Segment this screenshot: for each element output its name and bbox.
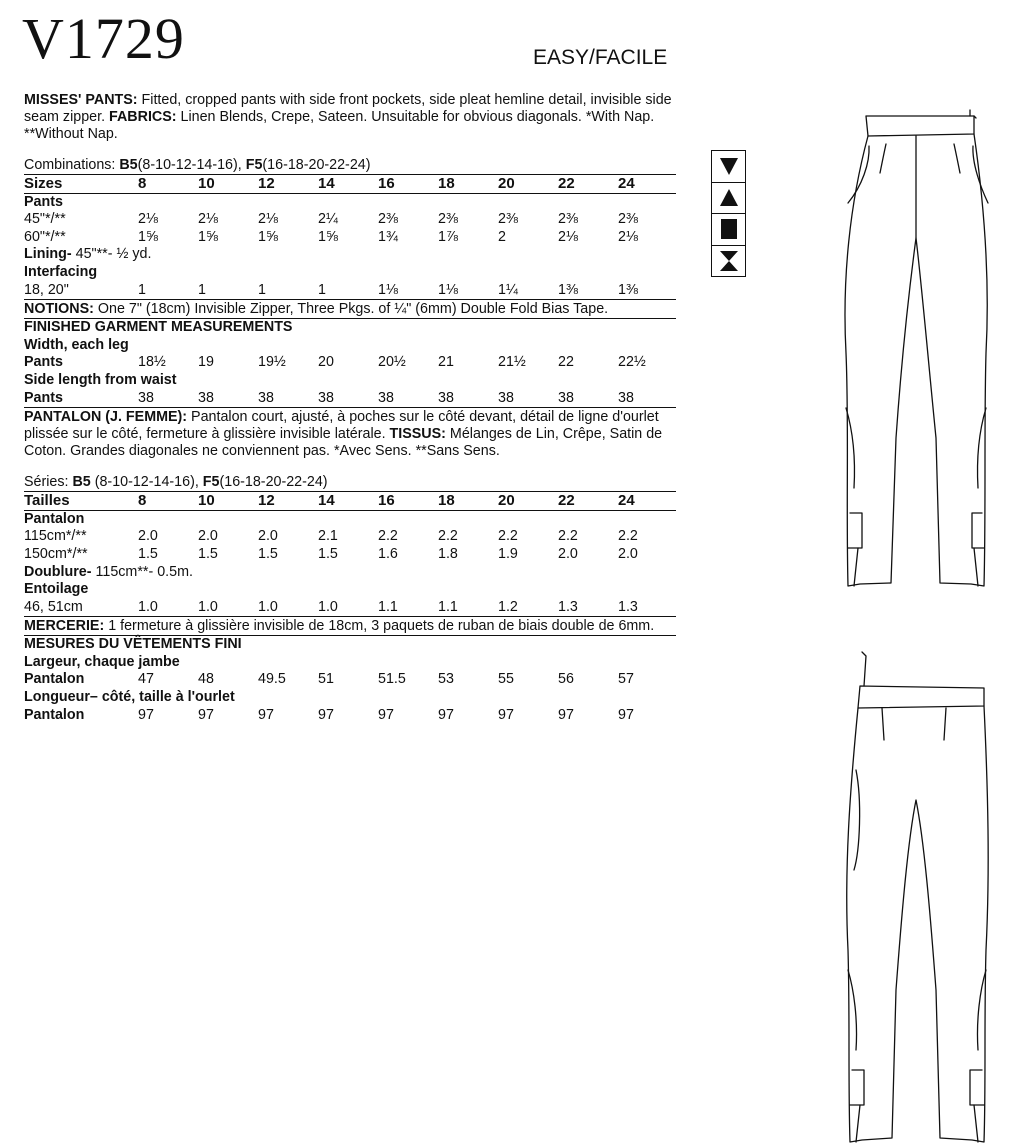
fr-fabrics-text: Mélanges de Lin, Crêpe, Satin de Coton. Grandes diagonales ne conviennent pas. *Avec Sens. **Sans Sens.: [24, 426, 663, 460]
sizes-header-row-label: Sizes: [24, 175, 138, 194]
fr-interfacing-row-cell: 1.3: [558, 598, 578, 615]
notions-body: One 7" (18cm) Invisible Zipper, Three Pkgs. of ¼" (6mm) Double Fold Bias Tape.: [93, 301, 609, 318]
width-label: Width, each leg: [24, 336, 129, 353]
fr-width-pants-row-label: Pantalon: [24, 671, 85, 688]
fr-interfacing-row-cell: 1.0: [258, 598, 278, 615]
fr-width-pants-row-cell: 53: [438, 671, 454, 688]
fr-width-pants-row-cell: 47: [138, 671, 154, 688]
pants-label: Pants: [24, 193, 63, 210]
combo-f5-sizes: (16-18-20-22-24): [262, 157, 371, 173]
fr-interfacing-row-cell: 1.0: [318, 598, 338, 615]
french-yardage-table: [24, 491, 676, 616]
pants-45-row-cell: 2⅜: [438, 211, 458, 228]
fr-lining-text: 115cm**- 0.5m.: [91, 563, 193, 580]
square-icon: [712, 214, 745, 246]
pants-45-row-cell: 2⅛: [258, 211, 278, 228]
length-pants-row-cell: 38: [198, 389, 214, 406]
pants-45-row-cell: 2⅛: [138, 211, 158, 228]
fr-pants-115-row-cell: 2.0: [258, 528, 278, 545]
pants-60-row-label: 60"*/**: [24, 228, 66, 245]
fr-interfacing-row-cell: 1.1: [438, 598, 458, 615]
sizes-header-row-cell: 8: [138, 175, 198, 194]
fr-pants-150-row-cell: 2.0: [558, 545, 578, 562]
interfacing-row-label: 18, 20": [24, 281, 69, 298]
series-label: Séries:: [24, 474, 73, 491]
combinations-label: Combinations:: [24, 157, 120, 173]
fr-length-pants-row-cell: 97: [378, 706, 394, 723]
fr-pants-115-row-cell: 2.2: [438, 528, 458, 545]
lining-text: 45"**- ½ yd.: [71, 246, 152, 263]
pants-60-row-cell: 1⅝: [318, 228, 338, 245]
fr-sizes-header-row-cell: 16: [378, 492, 438, 511]
english-description: [24, 92, 676, 143]
length-pants-row-cell: 38: [138, 389, 154, 406]
english-section: [24, 92, 676, 724]
pants-45-row-cell: 2¼: [318, 211, 338, 228]
interfacing-row-cell: 1⅜: [558, 281, 578, 298]
fr-pants-115-row-cell: 2.2: [558, 528, 578, 545]
combo-b5-sizes: (8-10-12-14-16),: [137, 157, 246, 173]
sizes-header-row-cell: 22: [558, 175, 618, 194]
fr-pants-115-row-cell: 2.2: [498, 528, 518, 545]
fr-notions-text: [24, 616, 676, 635]
fr-sizes-header-row-cell: 10: [198, 492, 258, 511]
fr-lining-label: Doublure-: [24, 563, 92, 580]
series-f5-sizes: (16-18-20-22-24): [219, 474, 328, 491]
desc-label: MISSES' PANTS:: [24, 92, 138, 108]
length-pants-row-cell: 38: [438, 389, 454, 406]
fr-pants-115-row-cell: 2.2: [618, 528, 638, 545]
hourglass-icon: [712, 246, 745, 277]
fr-pants-150-row-label: 150cm*/**: [24, 545, 88, 562]
fr-fgm-title: MESURES DU VÊTEMENTS FINI: [24, 636, 242, 653]
sizes-header-row-cell: 14: [318, 175, 378, 194]
pants-60-row-cell: 1¾: [378, 228, 398, 245]
pants-60-row-cell: 1⅝: [198, 228, 218, 245]
pants-60-row-cell: 1⅝: [258, 228, 278, 245]
fr-pants-150-row-cell: 1.5: [138, 545, 158, 562]
fr-sizes-header-row-label: Tailles: [24, 492, 138, 511]
fr-sizes-header-row-cell: 22: [558, 492, 618, 511]
length-pants-row-cell: 38: [618, 389, 634, 406]
width-pants-row-cell: 21½: [498, 354, 526, 371]
fr-notions-label: MERCERIE:: [24, 618, 105, 635]
fr-interfacing-row-cell: 1.3: [618, 598, 638, 615]
fr-length-pants-row-cell: 97: [498, 706, 514, 723]
fr-interfacing-row-cell: 1.1: [378, 598, 398, 615]
series-b5-code: B5: [72, 474, 91, 491]
series-b5-sizes: (8-10-12-14-16),: [90, 474, 203, 491]
fabrics-label: FABRICS:: [109, 109, 177, 125]
fr-width-pants-row-cell: 51.5: [378, 671, 406, 688]
fr-sizes-header-row-cell: 18: [438, 492, 498, 511]
fr-pants-115-row: [24, 528, 676, 546]
french-description: [24, 407, 676, 460]
fr-width-pants-row: [24, 671, 676, 689]
pants-45-row-cell: 2⅜: [498, 211, 518, 228]
interfacing-row-cell: 1: [318, 281, 326, 298]
fr-interfacing-row-cell: 1.2: [498, 598, 518, 615]
fr-pants-150-row-cell: 1.5: [198, 545, 218, 562]
interfacing-row-cell: 1¼: [498, 281, 518, 298]
fr-pants-115-row-cell: 2.2: [378, 528, 398, 545]
fr-width-pants-row-cell: 55: [498, 671, 514, 688]
fr-pants-150-row-cell: 1.5: [318, 545, 338, 562]
fr-length-label: Longueur– côté, taille à l'ourlet: [24, 689, 235, 706]
lining-line: [24, 246, 676, 264]
pants-45-row-cell: 2⅜: [558, 211, 578, 228]
fr-pants-150-row: [24, 546, 676, 564]
fr-interfacing-row: [24, 599, 676, 617]
interfacing-row-cell: 1⅛: [378, 281, 398, 298]
pants-60-row-cell: 2⅛: [618, 228, 638, 245]
fabrics-text: Linen Blends, Crepe, Sateen. Unsuitable for obvious diagonals. *With Nap. **Without Nap.: [24, 109, 655, 142]
length-pants-row-cell: 38: [318, 389, 334, 406]
pants-45-row-cell: 2⅛: [198, 211, 218, 228]
difficulty-label: EASY/FACILE: [533, 46, 668, 69]
width-pants-row-cell: 20: [318, 354, 334, 371]
fr-pants-150-row-cell: 2.0: [618, 545, 638, 562]
fr-interfacing-row-cell: 1.0: [138, 598, 158, 615]
pants-60-row-cell: 1⅝: [138, 228, 158, 245]
fr-interfacing-row-label: 46, 51cm: [24, 598, 83, 615]
fgm-title: FINISHED GARMENT MEASUREMENTS: [24, 319, 293, 336]
fr-sizes-header-row-cell: 14: [318, 492, 378, 511]
up-triangle-icon: [712, 183, 745, 215]
length-pants-row-cell: 38: [258, 389, 274, 406]
width-pants-row-cell: 20½: [378, 354, 406, 371]
interfacing-row-cell: 1⅛: [438, 281, 458, 298]
pants-back-view-illustration: [836, 108, 996, 588]
fr-pants-150-row-cell: 1.9: [498, 545, 518, 562]
length-pants-row-cell: 38: [498, 389, 514, 406]
fr-interfacing-label: Entoilage: [24, 581, 89, 598]
down-triangle-icon: [712, 151, 745, 183]
fr-pants-150-row-cell: 1.6: [378, 545, 398, 562]
layout-symbols: [711, 150, 746, 277]
width-pants-row-cell: 19½: [258, 354, 286, 371]
fr-length-pants-row-cell: 97: [318, 706, 334, 723]
pants-60-row-cell: 2: [498, 228, 506, 245]
sizes-header-row-cell: 24: [618, 175, 676, 194]
length-pants-row-cell: 38: [558, 389, 574, 406]
english-measurements-table: [24, 318, 676, 407]
fr-length-pants-row-cell: 97: [558, 706, 574, 723]
width-pants-row: [24, 354, 676, 372]
interfacing-row-cell: 1: [198, 281, 206, 298]
notions-text: [24, 299, 676, 318]
combinations-line: [24, 157, 676, 174]
pants-45-row-cell: 2⅜: [618, 211, 638, 228]
fr-pants-115-row-cell: 2.0: [198, 528, 218, 545]
interfacing-row-cell: 1⅜: [618, 281, 638, 298]
length-label: Side length from waist: [24, 371, 177, 388]
desc-text: Fitted, cropped pants with side front pockets, side pleat hemline detail, invisible side seam zipper.: [24, 92, 672, 125]
fr-sizes-header-row-cell: 8: [138, 492, 198, 511]
interfacing-row-cell: 1: [258, 281, 266, 298]
fr-interfacing-row-cell: 1.0: [198, 598, 218, 615]
fr-length-pants-row-cell: 97: [618, 706, 634, 723]
length-pants-row: [24, 390, 676, 408]
combo-b5-code: B5: [119, 157, 138, 173]
pants-45-row: [24, 211, 676, 229]
pants-60-row: [24, 229, 676, 247]
length-pants-row-label: Pants: [24, 389, 63, 406]
fr-pants-150-row-cell: 1.8: [438, 545, 458, 562]
fr-sizes-header-row-cell: 20: [498, 492, 558, 511]
fr-width-pants-row-cell: 49.5: [258, 671, 286, 688]
sizes-header-row-cell: 12: [258, 175, 318, 194]
series-line: [24, 474, 676, 491]
fr-width-label: Largeur, chaque jambe: [24, 653, 180, 670]
pants-45-row-label: 45"*/**: [24, 211, 66, 228]
interfacing-row: [24, 282, 676, 300]
fr-sizes-header-row-cell: 12: [258, 492, 318, 511]
fr-sizes-header-row: [24, 492, 676, 511]
fr-pants-115-row-cell: 2.0: [138, 528, 158, 545]
fr-pants-115-row-label: 115cm*/**: [24, 528, 87, 545]
fr-width-pants-row-cell: 51: [318, 671, 334, 688]
sizes-header-row-cell: 20: [498, 175, 558, 194]
width-pants-row-cell: 19: [198, 354, 214, 371]
sizes-header-row-cell: 18: [438, 175, 498, 194]
french-measurements-table: [24, 635, 676, 724]
fr-width-pants-row-cell: 57: [618, 671, 634, 688]
series-f5-code: F5: [202, 474, 220, 491]
pants-60-row-cell: 2⅛: [558, 228, 578, 245]
fr-pants-label: Pantalon: [24, 510, 85, 527]
pants-45-row-cell: 2⅜: [378, 211, 398, 228]
combo-f5-code: F5: [245, 157, 263, 173]
fr-length-pants-row-cell: 97: [438, 706, 454, 723]
width-pants-row-cell: 21: [438, 354, 454, 371]
fr-sizes-header-row-cell: 24: [618, 492, 676, 511]
length-pants-row-cell: 38: [378, 389, 394, 406]
english-yardage-table: [24, 174, 676, 299]
pattern-number: V1729: [22, 6, 185, 71]
fr-lining-line: [24, 564, 676, 582]
fr-desc-text: Pantalon court, ajusté, à poches sur le côté devant, détail de ligne d'ourlet plissée sur le côté, fermeture à glissière invisible latérale.: [24, 409, 659, 443]
fr-length-pants-row-cell: 97: [138, 706, 154, 723]
fr-width-pants-row-cell: 48: [198, 671, 214, 688]
sizes-header-row-cell: 10: [198, 175, 258, 194]
fr-length-pants-row-label: Pantalon: [24, 706, 85, 723]
pants-60-row-cell: 1⅞: [438, 228, 458, 245]
pants-front-view-illustration: [836, 650, 996, 1145]
sizes-header-row-cell: 16: [378, 175, 438, 194]
fr-length-pants-row: [24, 707, 676, 725]
width-pants-row-cell: 18½: [138, 354, 166, 371]
fr-pants-150-row-cell: 1.5: [258, 545, 278, 562]
sizes-header-row: [24, 175, 676, 194]
fr-notions-body: 1 fermeture à glissière invisible de 18cm, 3 paquets de ruban de biais double de 6mm.: [104, 618, 655, 635]
fr-pants-115-row-cell: 2.1: [318, 528, 338, 545]
fr-desc-label: PANTALON (J. FEMME):: [24, 409, 188, 426]
fr-fabrics-label: TISSUS:: [389, 426, 446, 443]
lining-label: Lining-: [24, 246, 72, 263]
interfacing-label: Interfacing: [24, 263, 98, 280]
width-pants-row-cell: 22: [558, 354, 574, 371]
fr-length-pants-row-cell: 97: [198, 706, 214, 723]
interfacing-row-cell: 1: [138, 281, 146, 298]
notions-label: NOTIONS:: [24, 301, 94, 318]
fr-length-pants-row-cell: 97: [258, 706, 274, 723]
fr-width-pants-row-cell: 56: [558, 671, 574, 688]
width-pants-row-cell: 22½: [618, 354, 646, 371]
width-pants-row-label: Pants: [24, 354, 63, 371]
